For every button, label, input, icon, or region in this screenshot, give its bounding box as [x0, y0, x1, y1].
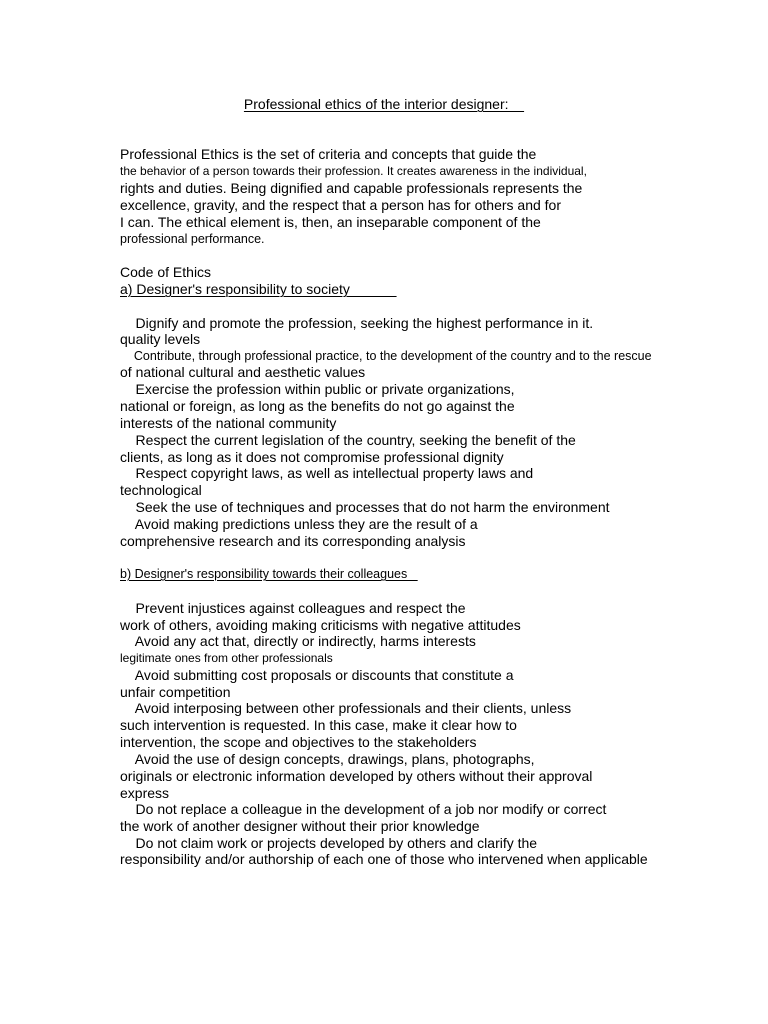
section-b-line: work of others, avoiding making criticisms with negative attitudes — [120, 617, 521, 633]
section-b-line: Avoid submitting cost proposals or discounts that constitute a — [120, 667, 514, 683]
section-b-line: such intervention is requested. In this case, make it clear how to — [120, 717, 517, 733]
section-a-line: technological — [120, 482, 202, 498]
section-a-line: quality levels — [120, 331, 201, 347]
section-b-line: express — [120, 785, 170, 801]
section-b-line: Avoid the use of design concepts, drawings, plans, photographs, — [120, 751, 535, 767]
section-b-line: Do not claim work or projects developed by others and clarify the — [120, 835, 538, 851]
intro-line: professional performance. — [120, 232, 265, 246]
section-a-line: national or foreign, as long as the benefits do not go against the — [120, 398, 515, 414]
section-a-line: Avoid making predictions unless they are the result of a — [120, 516, 478, 532]
section-a-line: Respect the current legislation of the country, seeking the benefit of the — [120, 432, 576, 448]
section-b-line: originals or electronic information developed by others without their approval — [120, 768, 593, 784]
section-a-line: Exercise the profession within public or private organizations, — [120, 381, 515, 397]
section-a-heading-wrap — [120, 281, 397, 298]
section-b-line: legitimate ones from other professionals — [120, 651, 333, 665]
section-a-line: clients, as long as it does not compromise professional dignity — [120, 449, 504, 465]
section-a-line: Dignify and promote the profession, seeking the highest performance in it. — [120, 315, 594, 331]
section-a-line: comprehensive research and its corresponding analysis — [120, 533, 466, 549]
document-title: Professional ethics of the interior designer: — [243, 96, 525, 112]
section-b-line: Do not replace a colleague in the development of a job nor modify or correct — [120, 801, 607, 817]
section-b-line: the work of another designer without their prior knowledge — [120, 818, 480, 834]
section-a-line: interests of the national community — [120, 415, 337, 431]
section-b-heading: b) Designer's responsibility towards their colleagues — [120, 567, 418, 581]
section-b-line: intervention, the scope and objectives to the stakeholders — [120, 734, 477, 750]
intro-line: Professional Ethics is the set of criteria and concepts that guide the — [120, 146, 537, 162]
section-b-line: Prevent injustices against colleagues and respect the — [120, 600, 466, 616]
section-b-heading-wrap — [120, 566, 418, 583]
code-heading: Code of Ethics — [120, 264, 212, 280]
section-a-line: of national cultural and aesthetic values — [120, 364, 366, 380]
intro-line: the behavior of a person towards their profession. It creates awareness in the individual, — [120, 164, 587, 178]
section-a-line: Contribute, through professional practice, to the development of the country and to the rescue — [120, 349, 652, 363]
section-a-heading: a) Designer's responsibility to society — [120, 281, 397, 297]
intro-line: rights and duties. Being dignified and capable professionals represents the — [120, 180, 583, 196]
section-b-line: Avoid interposing between other professionals and their clients, unless — [120, 700, 572, 716]
document-title-wrap — [0, 95, 768, 113]
section-b-line: Avoid any act that, directly or indirectly, harms interests — [120, 633, 476, 649]
intro-line: excellence, gravity, and the respect that a person has for others and for — [120, 197, 561, 213]
section-a-line: Respect copyright laws, as well as intellectual property laws and — [120, 465, 534, 481]
section-b-line: unfair competition — [120, 684, 231, 700]
intro-line: I can. The ethical element is, then, an inseparable component of the — [120, 214, 541, 230]
section-b-line: responsibility and/or authorship of each one of those who intervened when applicable — [120, 851, 648, 867]
section-a-line: Seek the use of techniques and processes that do not harm the environment — [120, 499, 610, 515]
